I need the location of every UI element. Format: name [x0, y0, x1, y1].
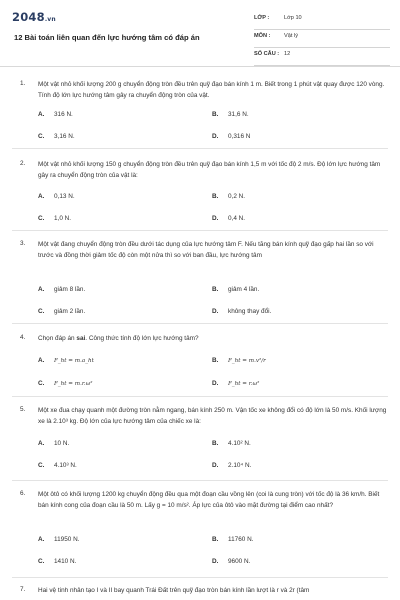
option-letter: D.: [212, 462, 219, 469]
meta-label: LỚP :: [254, 15, 270, 21]
question-1: [20, 80, 388, 150]
option-b[interactable]: [212, 440, 251, 447]
document-title: 12 Bài toán liên quan đến lực hướng tâm có đáp án: [14, 33, 200, 42]
option-a[interactable]: [38, 357, 94, 364]
option-b[interactable]: [212, 111, 249, 118]
option-d[interactable]: [212, 380, 259, 387]
meta-value: Vật lý: [284, 33, 298, 39]
meta-row-count: [254, 49, 390, 66]
option-a[interactable]: [38, 286, 85, 293]
option-letter: B.: [212, 357, 219, 364]
question-text-emphasis: sai: [76, 335, 86, 342]
option-a[interactable]: [38, 111, 73, 118]
option-letter: D.: [212, 133, 219, 140]
option-letter: A.: [38, 440, 45, 447]
question-text: Một vật đang chuyển động tròn đều dưới tác dụng của lực hướng tâm F. Nếu tăng bán kính quỹ đạo gấp hai lần so với trước và đồng thời giảm tốc độ còn một nửa thì so với ban đầu, lực hướng tâm: [38, 241, 374, 259]
question-text: Hai vệ tinh nhân tạo I và II bay quanh Trái Đất trên quỹ đạo tròn bán kính lần lượt là r và 2r (tâm: [38, 587, 310, 594]
option-letter: A.: [38, 111, 45, 118]
question-number: 6.: [20, 490, 26, 497]
option-c[interactable]: [38, 215, 71, 222]
meta-row-subject: [254, 31, 390, 48]
option-formula: F_ht = m.r.ω²: [54, 381, 93, 387]
question-text-after: . Công thức tính độ lớn lực hướng tâm?: [85, 335, 199, 342]
option-text: giảm 2 lần.: [54, 308, 86, 315]
option-text: 316 N.: [54, 111, 73, 118]
page-header: [0, 0, 400, 67]
option-formula: F_ht = m.v²/r: [228, 358, 266, 364]
question-text: Một xe đua chạy quanh một đường tròn nằm ngang, bán kính 250 m. Vận tốc xe không đổi có độ lớn là 50 m/s. Khối lượng xe là 2.10³ kg. Độ lớn của lực hướng tâm của chiếc xe là:: [38, 407, 387, 425]
question-text: [38, 334, 390, 345]
option-d[interactable]: [212, 558, 250, 565]
option-a[interactable]: [38, 440, 69, 447]
option-formula: F_ht = r.ω²: [228, 381, 260, 387]
option-text: 0,316 N: [228, 133, 251, 140]
option-letter: A.: [38, 357, 45, 364]
divider: [12, 577, 388, 578]
divider: [12, 148, 388, 149]
option-letter: B.: [212, 286, 219, 293]
option-b[interactable]: [212, 193, 245, 200]
question-text: Một vật nhỏ khối lượng 200 g chuyển động tròn đều trên quỹ đạo bán kính 1 m. Biết trong 1 phút vật quay được 120 vòng. Tính độ lớn lực hướng tâm gây ra chuyển động tròn của vật.: [38, 81, 385, 99]
option-d[interactable]: [212, 133, 250, 140]
question-6: [20, 490, 388, 574]
option-letter: B.: [212, 536, 219, 543]
option-letter: C.: [38, 462, 45, 469]
option-b[interactable]: [212, 286, 259, 293]
option-text: 1410 N.: [54, 558, 77, 565]
divider: [12, 323, 388, 324]
meta-row-class: [254, 13, 390, 30]
question-4: [20, 334, 388, 396]
option-a[interactable]: [38, 193, 75, 200]
meta-label: MÔN :: [254, 33, 271, 39]
option-letter: B.: [212, 193, 219, 200]
option-letter: D.: [212, 308, 219, 315]
question-5: [20, 406, 388, 476]
site-logo[interactable]: [12, 10, 56, 24]
option-text: không thay đổi.: [228, 308, 272, 315]
option-letter: B.: [212, 111, 219, 118]
option-letter: B.: [212, 440, 219, 447]
option-formula: F_ht = m.a_ht: [54, 358, 94, 364]
question-number: 3.: [20, 240, 26, 247]
option-letter: A.: [38, 193, 45, 200]
question-number: 1.: [20, 80, 26, 87]
option-text: 0,2 N.: [228, 193, 246, 200]
question-3: [20, 240, 388, 320]
question-number: 4.: [20, 334, 26, 341]
option-b[interactable]: [212, 536, 253, 543]
option-letter: C.: [38, 133, 45, 140]
option-text: 3,16 N.: [54, 133, 75, 140]
option-text: 2.10⁴ N.: [228, 462, 252, 469]
option-letter: D.: [212, 558, 219, 565]
option-a[interactable]: [38, 536, 79, 543]
option-text: 9600 N.: [228, 558, 251, 565]
option-c[interactable]: [38, 308, 85, 315]
option-text: 11760 N.: [228, 536, 254, 543]
option-text: 4.10² N.: [228, 440, 251, 447]
option-text: giảm 8 lần.: [54, 286, 86, 293]
question-number: 7.: [20, 586, 26, 593]
option-c[interactable]: [38, 380, 93, 387]
option-letter: C.: [38, 558, 45, 565]
divider: [12, 396, 388, 397]
question-2: [20, 160, 388, 230]
question-number: 2.: [20, 160, 26, 167]
option-c[interactable]: [38, 133, 75, 140]
option-letter: C.: [38, 308, 45, 315]
question-number: 5.: [20, 406, 26, 413]
option-text: giảm 4 lần.: [228, 286, 260, 293]
meta-panel: [254, 13, 390, 67]
logo-sub: .vn: [44, 16, 56, 23]
question-text: Một ôtô có khối lượng 1200 kg chuyển động đều qua một đoạn cầu vồng lên (coi là cung tròn) với tốc độ là 36 km/h. Biết bán kính cong của đoạn cầu là 50 m. Lấy g = 10 m/s². Áp lực của ôtô vào mặt đường tại điểm cao nhất?: [38, 491, 380, 509]
option-letter: A.: [38, 286, 45, 293]
option-text: 0,4 N.: [228, 215, 246, 222]
option-letter: D.: [212, 380, 219, 387]
meta-value: Lớp 10: [284, 15, 302, 21]
option-c[interactable]: [38, 462, 77, 469]
option-c[interactable]: [38, 558, 76, 565]
option-letter: C.: [38, 380, 45, 387]
meta-value: 12: [284, 51, 291, 57]
option-text: 1,0 N.: [54, 215, 72, 222]
divider: [12, 230, 388, 231]
option-text: 11950 N.: [54, 536, 80, 543]
option-text: 10 N.: [54, 440, 70, 447]
meta-label: SỐ CÂU :: [254, 51, 280, 57]
logo-main: 2048: [12, 10, 45, 24]
option-text: 0,13 N.: [54, 193, 75, 200]
question-text: Một vật nhỏ khối lượng 150 g chuyển động tròn đều trên quỹ đạo bán kính 1,5 m với tốc độ 2 m/s. Độ lớn lực hướng tâm gây ra chuyển động tròn của vật là:: [38, 161, 381, 179]
option-text: 4.10³ N.: [54, 462, 77, 469]
option-d[interactable]: [212, 462, 251, 469]
option-text: 31,6 N.: [228, 111, 249, 118]
option-b[interactable]: [212, 357, 266, 364]
option-letter: D.: [212, 215, 219, 222]
divider: [12, 480, 388, 481]
option-d[interactable]: [212, 308, 271, 315]
question-text-before: Chọn đáp án: [38, 335, 77, 342]
option-letter: A.: [38, 536, 45, 543]
question-7: [20, 586, 388, 600]
option-letter: C.: [38, 215, 45, 222]
option-d[interactable]: [212, 215, 245, 222]
